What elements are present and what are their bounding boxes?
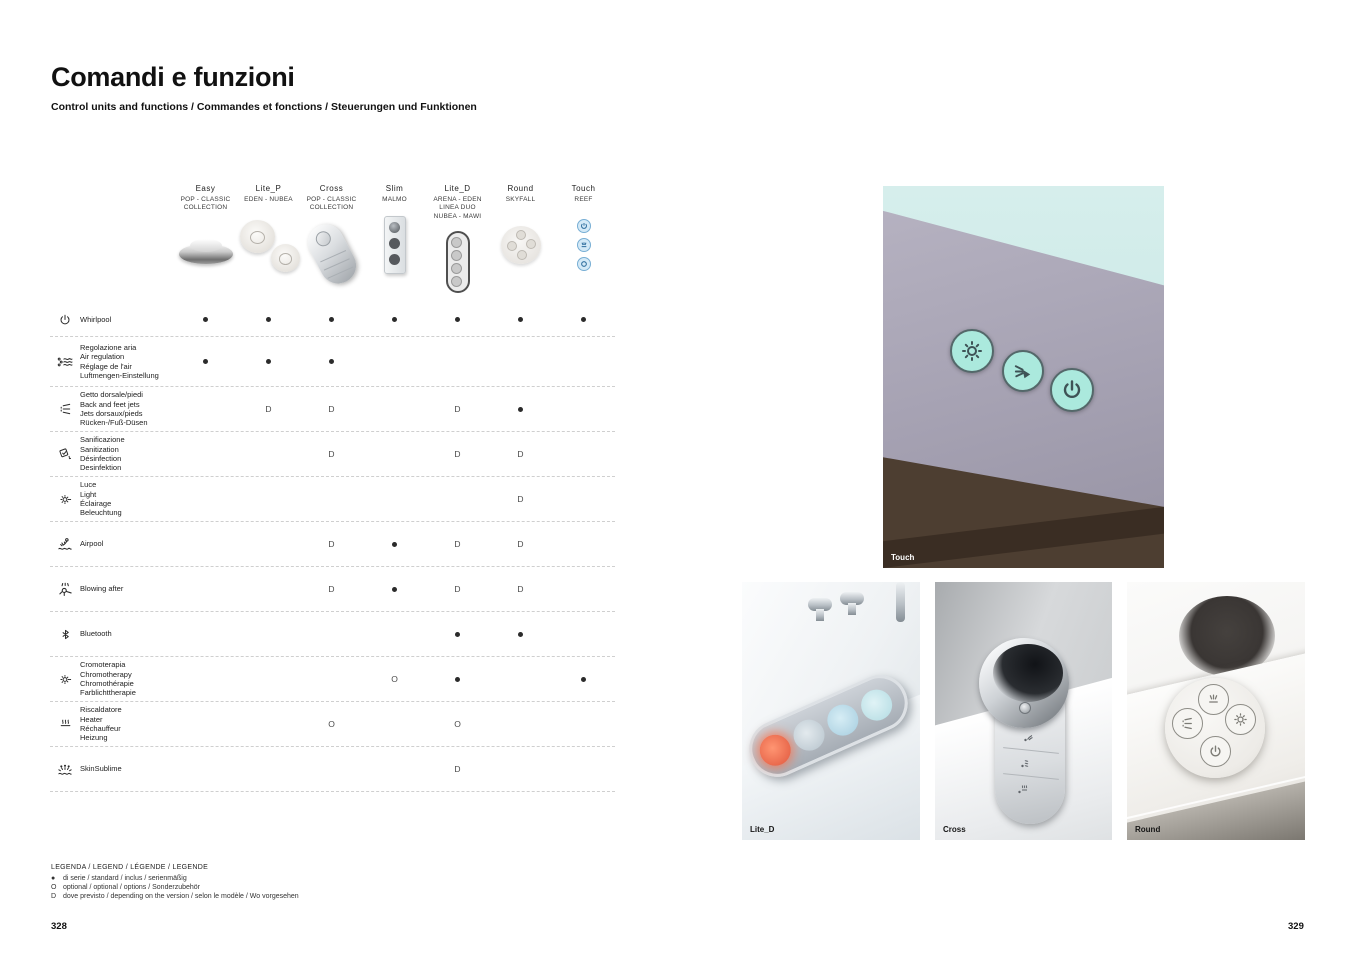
cell-bluetooth-round [489,632,552,637]
cell-light-lite_p [237,494,300,504]
cell-back-feet-jets-lite_d [426,404,489,414]
cell-heater-cross [300,719,363,729]
feature-row-blowing-after [50,567,615,612]
feature-row-sanitization [50,432,615,477]
feature-labels: Blowing after [80,584,124,594]
control-unit-image [174,215,237,293]
standard-mark [518,632,523,637]
controls-functions-table [50,303,615,792]
legend-text: optional / optional / options / Sonderzubehör [63,883,200,891]
cell-whirlpool-easy [174,317,237,322]
lite-d-control-thumb [446,231,470,293]
legend-mark: D [51,892,57,900]
cell-skinsublime-cross [300,764,363,774]
legend-text: dove previsto / depending on the version / selon le modèle / Wo vorgesehen [63,892,299,900]
page-number-left: 328 [51,921,67,932]
legend [51,864,299,901]
feature-labels: Cromoterapia Chromotherapy Chromothérapie Farblichttherapie [80,660,136,698]
cell-air-regulation-easy [174,359,237,364]
cell-chromotherapy-lite_p [237,674,300,684]
faucet-handle-stem [848,603,856,615]
feature-labels: Sanificazione Sanitization Désinfection Desinfektion [80,435,125,473]
column-header-round [489,184,552,301]
control-unit-image [363,206,426,284]
standard-mark [518,407,523,412]
cell-light-easy [174,494,237,504]
bluetooth-icon [50,627,80,642]
sanitization-icon [50,447,80,461]
photo-label: Touch [891,553,915,562]
photo-cross-control [935,582,1112,840]
cell-chromotherapy-round [489,674,552,684]
cell-skinsublime-slim [363,764,426,774]
cell-bluetooth-cross [300,632,363,637]
mark-letter: D [517,584,524,594]
column-header-slim [363,184,426,301]
cell-back-feet-jets-slim [363,404,426,414]
legend-mark: ● [51,875,56,882]
cell-sanitization-round [489,449,552,459]
column-header-cross [300,184,363,301]
feature-cells [174,317,615,322]
standard-mark [581,677,586,682]
air-glyph-icon [1020,756,1032,774]
column-header-touch [552,184,615,301]
standard-mark [392,317,397,322]
legend-items [51,875,299,901]
photo-label: Cross [943,825,966,834]
cell-whirlpool-lite_p [237,317,300,322]
control-unit-collections: ARENA - EDEN LINEA DUO NUBEA - MAWI [433,196,482,220]
cell-sanitization-slim [363,449,426,459]
page-number-right: 329 [1288,921,1304,932]
control-unit-collections: EDEN - NUBEA [244,196,293,203]
touch-mini-power-icon [577,219,591,233]
power-icon [50,314,80,326]
legend-item [51,875,299,884]
control-unit-image [300,215,363,293]
cell-sanitization-lite_d [426,449,489,459]
control-unit-collections: POP - CLASSIC COLLECTION [180,196,231,212]
mark-letter: D [454,539,461,549]
feature-labels: Whirlpool [80,314,112,324]
standard-mark [329,317,334,322]
mark-letter: D [328,584,335,594]
cell-sanitization-touch [552,449,615,459]
mark-letter: D [517,449,524,459]
feature-row-light [50,477,615,522]
standard-mark [455,632,460,637]
cell-whirlpool-lite_d [426,317,489,322]
skinsublime-icon [50,762,80,777]
control-unit-name: Lite_D [444,184,471,193]
heater-icon [50,718,80,731]
round-control-pad [1165,678,1265,778]
cell-air-regulation-slim [363,359,426,364]
feature-row-back-feet-jets [50,387,615,432]
cell-heater-slim [363,719,426,729]
standard-mark [455,677,460,682]
feature-cells [174,539,615,549]
cell-air-regulation-round [489,359,552,364]
chromotherapy-icon [50,673,80,686]
mark-letter: O [391,674,398,684]
jets-touch-icon [1002,350,1044,392]
control-units-column-headers [174,184,615,301]
cell-chromotherapy-slim [363,674,426,684]
standard-mark [266,359,271,364]
cell-whirlpool-slim [363,317,426,322]
control-unit-image [489,206,552,284]
control-button [822,699,863,740]
cell-airpool-cross [300,539,363,549]
standard-mark [392,542,397,547]
cell-heater-lite_p [237,719,300,729]
cell-blowing-after-lite_d [426,584,489,594]
cell-air-regulation-cross [300,359,363,364]
standard-mark [392,587,397,592]
column-header-lite_p [237,184,300,301]
mark-letter: D [328,539,335,549]
easy-control-thumb [179,244,233,264]
cell-blowing-after-lite_p [237,584,300,594]
power-button-lit [755,729,796,770]
cell-back-feet-jets-easy [174,404,237,414]
cell-bluetooth-lite_d [426,632,489,637]
cell-bluetooth-easy [174,632,237,637]
page-title: Comandi e funzioni [51,62,295,92]
legend-title: LEGENDA / LEGEND / LÉGENDE / LEGENDE [51,864,209,871]
cell-light-round [489,494,552,504]
control-unit-image [552,206,615,284]
cell-chromotherapy-cross [300,674,363,684]
feature-row-chromotherapy [50,657,615,702]
cell-sanitization-easy [174,449,237,459]
photo-round-control [1127,582,1305,840]
control-button [788,714,829,755]
feature-cells [174,674,615,684]
feature-labels: Getto dorsale/piedi Back and feet jets Jets dorsaux/pieds Rücken-/Fuß-Düsen [80,390,148,428]
cell-air-regulation-lite_p [237,359,300,364]
feature-labels: Luce Light Éclairage Beleuchtung [80,480,122,518]
feature-cells [174,494,615,504]
mark-letter: D [265,404,272,414]
feature-labels: Regolazione aria Air regulation Réglage de l'air Luftmengen-Einstellung [80,342,159,380]
cross-disc-reflection [993,644,1063,702]
faucet-handle-stem [816,609,824,621]
blowing-after-icon [50,582,80,597]
standard-mark [581,317,586,322]
cell-heater-easy [174,719,237,729]
cell-air-regulation-touch [552,359,615,364]
air-regulation-icon [50,355,80,369]
feature-cells [174,632,615,637]
mark-letter: D [328,404,335,414]
control-unit-name: Lite_P [255,184,282,193]
feature-row-whirlpool [50,303,615,337]
control-button [856,684,897,725]
standard-mark [203,317,208,322]
cell-heater-lite_d [426,719,489,729]
standard-mark [329,359,334,364]
jets-icon [50,402,80,416]
cell-blowing-after-slim [363,584,426,594]
cell-light-lite_d [426,494,489,504]
cell-heater-touch [552,719,615,729]
feature-row-air-regulation [50,337,615,387]
cell-skinsublime-lite_d [426,764,489,774]
feature-cells [174,764,615,774]
slim-control-thumb [384,216,406,274]
control-unit-name: Cross [319,184,344,193]
feature-row-airpool [50,522,615,567]
jets-glyph-icon [1023,730,1035,748]
control-unit-collections: POP - CLASSIC COLLECTION [306,196,357,212]
cell-airpool-lite_d [426,539,489,549]
back-jets-button [1172,708,1203,739]
standard-mark [455,317,460,322]
cell-blowing-after-round [489,584,552,594]
control-unit-collections: SKYFALL [505,196,536,203]
cell-sanitization-lite_p [237,449,300,459]
legend-text: di serie / standard / inclus / serienmäßig [63,875,187,882]
cell-skinsublime-lite_p [237,764,300,774]
cell-back-feet-jets-touch [552,404,615,414]
mark-letter: O [328,719,335,729]
control-unit-name: Easy [195,184,216,193]
page-subtitle: Control units and functions / Commandes et fonctions / Steuerungen und Funktionen [51,101,477,113]
power-button [1200,736,1231,767]
feature-labels: SkinSublime [80,764,122,774]
cell-blowing-after-touch [552,584,615,594]
airpool-icon [50,537,80,552]
cell-whirlpool-cross [300,317,363,322]
column-header-lite_d [426,184,489,301]
photo-touch-control [883,186,1164,568]
feature-row-skinsublime [50,747,615,792]
feature-cells [174,359,615,364]
feature-labels: Riscaldatore Heater Réchauffeur Heizung [80,705,122,743]
cross-control-thumb [301,218,362,290]
mark-letter: D [517,539,524,549]
cell-whirlpool-round [489,317,552,322]
cell-airpool-round [489,539,552,549]
feature-row-bluetooth [50,612,615,657]
cell-bluetooth-touch [552,632,615,637]
cell-back-feet-jets-round [489,404,552,414]
heater-glyph-icon [1017,782,1029,800]
cell-whirlpool-touch [552,317,615,322]
feature-cells [174,449,615,459]
cell-skinsublime-easy [174,764,237,774]
feature-cells [174,719,615,729]
cell-light-cross [300,494,363,504]
jets-button [1198,684,1229,715]
cell-bluetooth-lite_p [237,632,300,637]
photo-label: Round [1135,825,1161,834]
legend-mark: O [51,883,57,891]
feature-labels: Bluetooth [80,629,112,639]
mark-letter: D [328,449,335,459]
touch-mini-jets-icon [577,238,591,252]
cell-airpool-slim [363,539,426,549]
feature-cells [174,404,615,414]
mark-letter: D [454,404,461,414]
power-touch-icon [1050,368,1094,412]
round-control-thumb [501,226,541,264]
cell-skinsublime-round [489,764,552,774]
control-unit-name: Slim [385,184,404,193]
column-header-easy [174,184,237,301]
faucet-spout [896,582,905,622]
cell-blowing-after-easy [174,584,237,594]
mark-letter: D [454,449,461,459]
cell-chromotherapy-touch [552,674,615,684]
control-unit-image [237,206,300,284]
cell-skinsublime-touch [552,764,615,774]
cell-blowing-after-cross [300,584,363,594]
cell-back-feet-jets-lite_p [237,404,300,414]
touch-control-thumb [577,219,591,271]
control-unit-name: Round [507,184,534,193]
legend-item [51,884,299,893]
control-unit-collections: MALMO [382,196,407,203]
cell-chromotherapy-easy [174,674,237,684]
standard-mark [266,317,271,322]
standard-mark [203,359,208,364]
cross-knob [1019,702,1031,714]
feature-labels: Airpool [80,539,104,549]
cell-light-touch [552,494,615,504]
mark-letter: D [517,494,524,504]
cell-airpool-easy [174,539,237,549]
legend-item [51,893,299,902]
cell-airpool-touch [552,539,615,549]
cell-chromotherapy-lite_d [426,674,489,684]
standard-mark [518,317,523,322]
mark-letter: O [454,719,461,729]
mark-letter: D [454,584,461,594]
lite-p-control-thumb [238,218,300,272]
cell-bluetooth-slim [363,632,426,637]
cell-light-slim [363,494,426,504]
light-button [1225,704,1256,735]
photo-label: Lite_D [750,825,775,834]
control-unit-collections: REEF [574,196,593,203]
cell-air-regulation-lite_d [426,359,489,364]
control-unit-name: Touch [571,184,596,193]
control-unit-image [426,223,489,301]
touch-mini-ring-icon [577,257,591,271]
cell-heater-round [489,719,552,729]
feature-row-heater [50,702,615,747]
light-icon [50,493,80,506]
chromotherapy-touch-icon [950,329,994,373]
mark-letter: D [454,764,461,774]
cell-sanitization-cross [300,449,363,459]
cell-back-feet-jets-cross [300,404,363,414]
photo-lite-d-control [742,582,920,840]
cell-airpool-lite_p [237,539,300,549]
feature-cells [174,584,615,594]
